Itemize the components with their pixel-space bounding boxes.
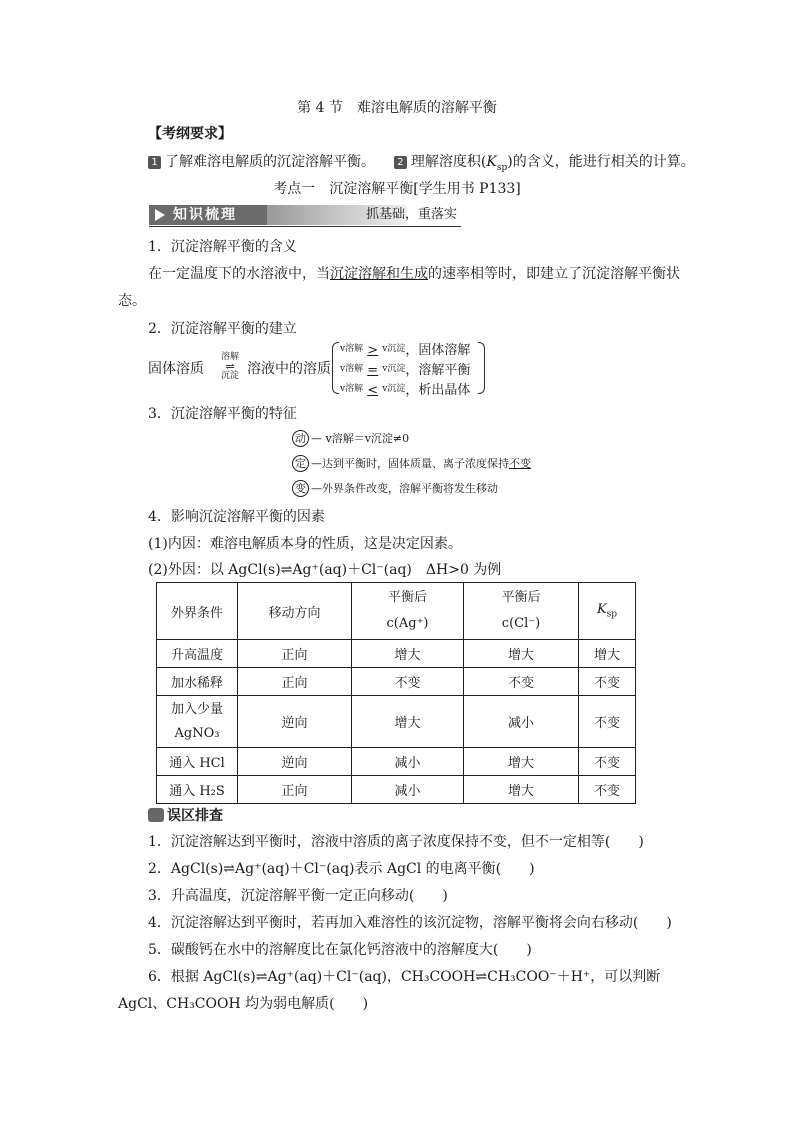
ksp-sub: sp <box>496 162 508 173</box>
feature-change: 变 —外界条件改变，溶解平衡将发生移动 <box>292 480 498 497</box>
equilibrium-arrow <box>212 352 248 381</box>
play-icon <box>155 209 165 221</box>
feature-dynamic: 动 — v溶解＝v沉淀≠0 <box>292 430 409 447</box>
arrow-label-precipitate: 沉淀 <box>220 371 239 381</box>
right-brace <box>478 342 485 394</box>
left-brace <box>332 342 339 394</box>
circle-dong: 动 <box>292 430 309 447</box>
section-1-heading: 1．沉淀溶解平衡的含义 <box>148 239 297 255</box>
th-ag: 平衡后 c(Ag⁺) <box>352 583 464 640</box>
rate-row-2: $^{v溶解}$ = $^{v沉淀}$，溶解平衡 <box>340 363 471 378</box>
banner-label: 知识梳理 <box>173 207 237 223</box>
op-equal: = <box>367 363 379 378</box>
th-cl: 平衡后 c(Cl⁻) <box>464 583 579 640</box>
internal-factor: (1)内因：难溶电解质本身的性质，这是决定因素。 <box>148 536 462 552</box>
table-row: 加水稀释 正向 不变 不变 不变 <box>157 668 636 696</box>
table-row: 升高温度 正向 增大 增大 增大 <box>157 640 636 668</box>
table-header-row <box>157 583 636 640</box>
rate-row-1: $^{v溶解}$ > $^{v沉淀}$，固体溶解 <box>340 343 471 358</box>
solute-left: 固体溶质 <box>148 361 204 377</box>
rate-comparison <box>340 340 470 400</box>
factor-table <box>156 582 636 804</box>
circle-bian: 变 <box>292 480 309 497</box>
rate-row-3: $^{v溶解}$ < $^{v沉淀}$，析出晶体 <box>340 383 471 398</box>
mistake-q2: 2．AgCl(s)⇌Ag⁺(aq)＋Cl⁻(aq)表示 AgCl 的电离平衡( ) <box>148 861 535 877</box>
th-direction: 移动方向 <box>238 583 352 640</box>
s1-text-b: 的速率相等时，即建立了沉淀溶解平衡状 <box>428 266 680 282</box>
banner-divider <box>149 226 461 227</box>
requirement-1: 了解难溶电解质的沉淀溶解平衡。 <box>165 154 375 170</box>
mistake-q1: 1．沉淀溶解达到平衡时，溶液中溶质的离子浓度保持不变，但不一定相等( ) <box>148 834 644 850</box>
mistakes-header: 误区排查 <box>148 805 223 825</box>
mistake-icon <box>148 808 164 822</box>
mistake-q6-line-1: 6．根据 AgCl(s)⇌Ag⁺(aq)＋Cl⁻(aq)，CH₃COOH⇌CH₃COO⁻＋H⁺，可以判断 <box>148 969 661 985</box>
mistake-q6-line-2: AgCl、CH₃COOH 均为弱电解质( ) <box>118 996 369 1012</box>
knowledge-banner <box>149 205 461 225</box>
arrow-label-dissolve: 溶解 <box>220 352 239 362</box>
number-badge-1: 1 <box>148 156 161 169</box>
mistake-q3: 3．升高温度，沉淀溶解平衡一定正向移动( ) <box>148 888 448 904</box>
th-condition: 外界条件 <box>157 583 238 640</box>
section-2-heading: 2．沉淀溶解平衡的建立 <box>148 321 297 337</box>
page-title: 第 4 节 难溶电解质的溶解平衡 <box>297 100 497 116</box>
section-1-line-2: 态。 <box>118 293 146 309</box>
requirement-2-post: )的含义，能进行相关的计算。 <box>507 154 695 170</box>
banner-label-box <box>149 205 269 225</box>
requirement-2-pre: 理解溶度积( <box>410 154 487 170</box>
table-row: 通入 HCl 逆向 减小 增大 不变 <box>157 748 636 776</box>
section-4-heading: 4．影响沉淀溶解平衡的因素 <box>148 509 325 525</box>
feature-fixed: 定 —达到平衡时，固体质量、离子浓度保持不变 <box>292 455 531 472</box>
table-row: 通入 H₂S 正向 减小 增大 不变 <box>157 776 636 804</box>
equilibrium-arrow-icon: ⇌ <box>225 360 235 373</box>
exam-requirements-header: 【考纲要求】 <box>148 126 232 142</box>
solute-right: 溶液中的溶质 <box>247 361 331 377</box>
ksp-k: K <box>486 154 497 170</box>
requirements-line <box>148 151 695 173</box>
section-1-line-1 <box>148 263 680 283</box>
point-title: 考点一 沉淀溶解平衡[学生用书 P133] <box>273 181 521 197</box>
mistake-q4: 4．沉淀溶解达到平衡时，若再加入难溶性的该沉淀物，溶解平衡将会向右移动( ) <box>148 915 672 931</box>
op-greater: > <box>367 343 379 358</box>
section-3-heading: 3．沉淀溶解平衡的特征 <box>148 406 297 422</box>
circle-ding: 定 <box>292 455 309 472</box>
op-less: < <box>367 383 379 398</box>
table-row: 加入少量 AgNO₃ 逆向 增大 减小 不变 <box>157 696 636 748</box>
s1-text-a: 在一定温度下的水溶液中，当 <box>148 266 330 282</box>
th-ksp: $K_{sp}$ <box>579 583 636 640</box>
mistake-q5: 5．碳酸钙在水中的溶解度比在氯化钙溶液中的溶解度大( ) <box>148 942 532 958</box>
banner-slogan: 抓基础，重落实 <box>365 207 457 222</box>
s1-underlined: 沉淀溶解和生成 <box>330 266 428 282</box>
external-factor: (2)外因：以 AgCl(s)⇌Ag⁺(aq)＋Cl⁻(aq) ΔH>0 为例 <box>148 562 502 578</box>
reversible-arrow-icon: ⇌ <box>280 562 293 578</box>
number-badge-2: 2 <box>394 156 407 169</box>
